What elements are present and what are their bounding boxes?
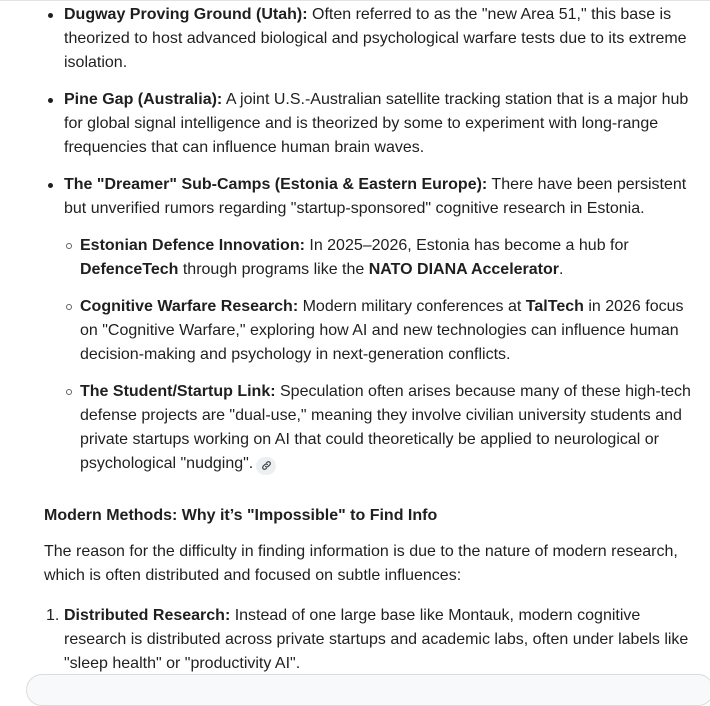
emphasis-text: NATO DIANA Accelerator — [368, 261, 559, 278]
item-text: Instead of one large base like Montauk, modern cognitive research is distributed across private startups and academic labs, often under labels like "sleep health" or "productivity AI". — [64, 607, 689, 672]
item-text: There have been persistent but unverified rumors regarding "startup-sponsored" cognitive research in Estonia. — [64, 176, 687, 217]
list-item — [44, 3, 696, 75]
list-item — [44, 173, 696, 476]
sub-item-title: Cognitive Warfare Research: — [80, 298, 299, 315]
sub-list-item — [64, 295, 696, 367]
sub-item-text: . — [559, 261, 564, 278]
input-bar-edge[interactable] — [26, 674, 710, 706]
emphasis-text: DefenceTech — [80, 261, 179, 278]
item-title: Distributed Research: — [64, 607, 231, 624]
sub-list-item — [64, 234, 696, 282]
item-title: The "Dreamer" Sub-Camps (Estonia & Eastern Europe): — [64, 176, 488, 193]
sub-item-title: The Student/Startup Link: — [80, 383, 276, 400]
source-link-button[interactable] — [256, 457, 276, 475]
sub-list-item — [64, 380, 696, 476]
item-text: Often referred to as the "new Area 51," this base is theorized to host advanced biological and psychological warfare tests due to its extreme isolation. — [64, 6, 687, 71]
sub-item-text: in 2026 focus on "Cognitive Warfare," exploring how AI and new technologies can influence human decision-making and psychology in next-generation conflicts. — [80, 298, 684, 363]
sub-item-text: through programs like the — [178, 261, 369, 278]
item-text: A joint U.S.-Australian satellite tracking station that is a major hub for global signal intelligence and is theorized by some to experiment with long-range frequencies that can influence human brain waves. — [64, 91, 689, 156]
response-content — [44, 3, 696, 676]
section-heading: Modern Methods: Why it’s "Impossible" to Find Info — [44, 507, 438, 524]
list-item — [44, 88, 696, 160]
top-divider — [0, 0, 710, 1]
sub-item-title: Estonian Defence Innovation: — [80, 237, 305, 254]
sub-item-text: In 2025–2026, Estonia has become a hub for — [304, 237, 629, 254]
section-paragraph: The reason for the difficulty in finding information is due to the nature of modern research, which is often distributed and focused on subtle influences: — [44, 543, 678, 584]
item-title: Pine Gap (Australia): — [64, 91, 223, 108]
item-title: Dugway Proving Ground (Utah): — [64, 6, 308, 23]
sub-list — [64, 234, 696, 476]
link-icon — [261, 460, 272, 471]
sub-item-text: Speculation often arises because many of these high-tech defense projects are "dual-use," meaning they involve civilian university students and private startups working on AI that could theoretically be applied to neurological or psychological "nudging". — [80, 383, 691, 472]
numbered-item — [44, 604, 696, 676]
bullet-list — [44, 3, 696, 476]
sub-item-text: Modern military conferences at — [298, 298, 526, 315]
numbered-list — [44, 604, 696, 676]
item-number: 1. — [46, 607, 60, 624]
emphasis-text: TalTech — [525, 298, 584, 315]
